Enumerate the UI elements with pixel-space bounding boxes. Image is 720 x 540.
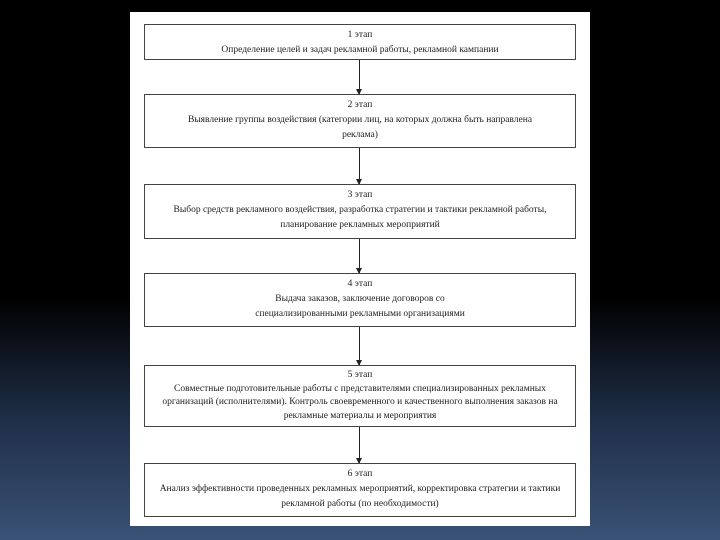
connector-arrow-2-3 [359,148,360,184]
connector-arrow-3-4 [359,239,360,273]
stage-1-text: Определение целей и задач рекламной работы, рекламной кампании [221,45,499,55]
stage-4-text: Выдача заказов, заключение договоров со специализированными рекламными организациями [255,294,465,319]
stage-5-box [144,365,576,427]
stage-6-box [144,463,576,517]
stage-5-label: 5 этап [347,370,373,380]
stage-3-label: 3 этап [347,190,373,200]
stage-5-text: Совместные подготовительные работы с представителями специализированных рекламных организаций (исполнителями). Контроль своевременного и качественного выполнения заказов на рекламные материалы и мероприятия [162,383,558,421]
stage-4-label: 4 этап [347,279,373,289]
connector-arrow-5-6 [359,427,360,463]
connector-arrow-4-5 [359,327,360,365]
slide-page [130,12,590,526]
connector-arrow-1-2 [359,60,360,94]
stage-1-label: 1 этап [347,30,373,40]
stage-6-text: Анализ эффективности проведенных рекламных мероприятий, корректировка стратегии и тактики рекламной работы (по необходимости) [159,484,561,509]
stage-2-box [144,94,576,148]
stage-1-box [144,24,576,60]
stage-3-text: Выбор средств рекламного воздействия, разработка стратегии и тактики рекламной работы, планирование рекламных мероприятий [173,205,547,230]
stage-3-box [144,184,576,239]
stage-2-label: 2 этап [347,100,373,110]
stage-4-box [144,273,576,327]
stage-6-label: 6 этап [347,469,373,479]
stage-2-text: Выявление группы воздействия (категории лиц, на которых должна быть направлена реклама) [187,115,533,140]
